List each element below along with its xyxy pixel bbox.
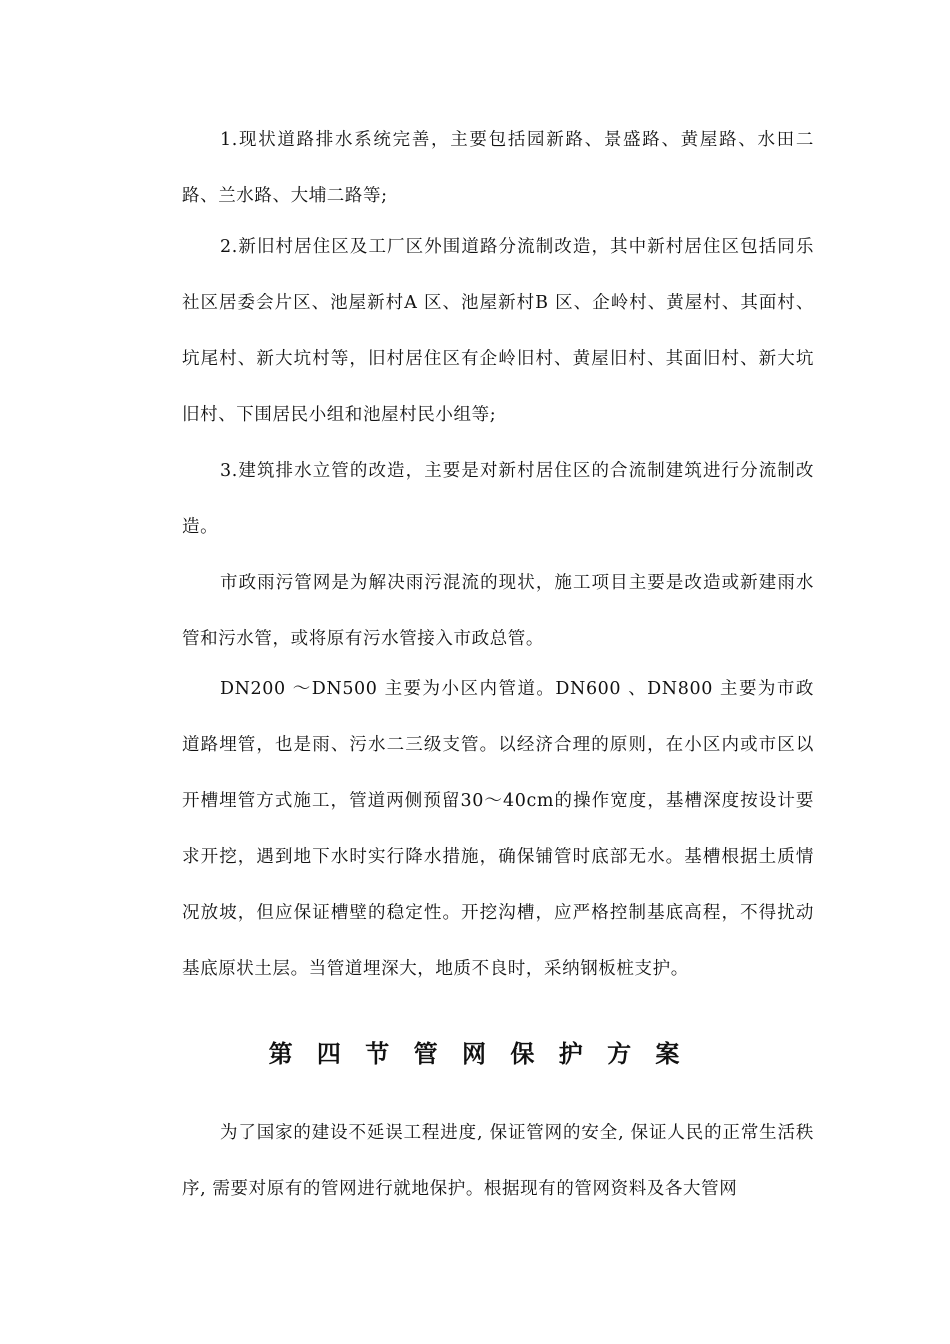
paragraph-municipal-network: 市政雨污管网是为解决雨污混流的现状，施工项目主要是改造或新建雨水管和污水管，或将原有污水管接入市政总管。 (182, 573, 814, 649)
paragraph-drainage-roads: 1.现状道路排水系统完善，主要包括园新路、景盛路、黄屋路、水田二路、兰水路、大埔二路等; (182, 130, 814, 206)
section-heading: 第 四 节 管 网 保 护 方 案 (268, 1040, 682, 1068)
paragraph-pipe-construction: DN200 ～DN500 主要为小区内管道。DN600 、DN800 主要为市政道路埋管，也是雨、污水二三级支管。以经济合理的原则，在小区内或市区以开槽埋管方式施工，管道两侧预留30～40cm的操作宽度，基槽深度按设计要求开挖，遇到地下水时实行降水措施，确保铺管时底部无水。基槽根据土质情况放坡，但应保证槽壁的稳定性。开挖沟槽，应严格控制基底高程，不得扰动基底原状土层。当管道埋深大，地质不良时，采纳钢板桩支护。 (182, 679, 814, 979)
paragraph-network-protection: 为了国家的建设不延误工程进度, 保证管网的安全, 保证人民的正常生活秩序, 需要对原有的管网进行就地保护。根据现有的管网资料及各大管网 (182, 1123, 814, 1199)
paragraph-building-standpipes: 3.建筑排水立管的改造，主要是对新村居住区的合流制建筑进行分流制改造。 (182, 461, 814, 537)
paragraph-residential-areas: 2.新旧村居住区及工厂区外围道路分流制改造，其中新村居住区包括同乐社区居委会片区、池屋新村A 区、池屋新村B 区、企岭村、黄屋村、其面村、坑尾村、新大坑村等，旧村居住区有企岭旧村、黄屋旧村、其面旧村、新大坑旧村、下围居民小组和池屋村民小组等; (182, 237, 814, 425)
